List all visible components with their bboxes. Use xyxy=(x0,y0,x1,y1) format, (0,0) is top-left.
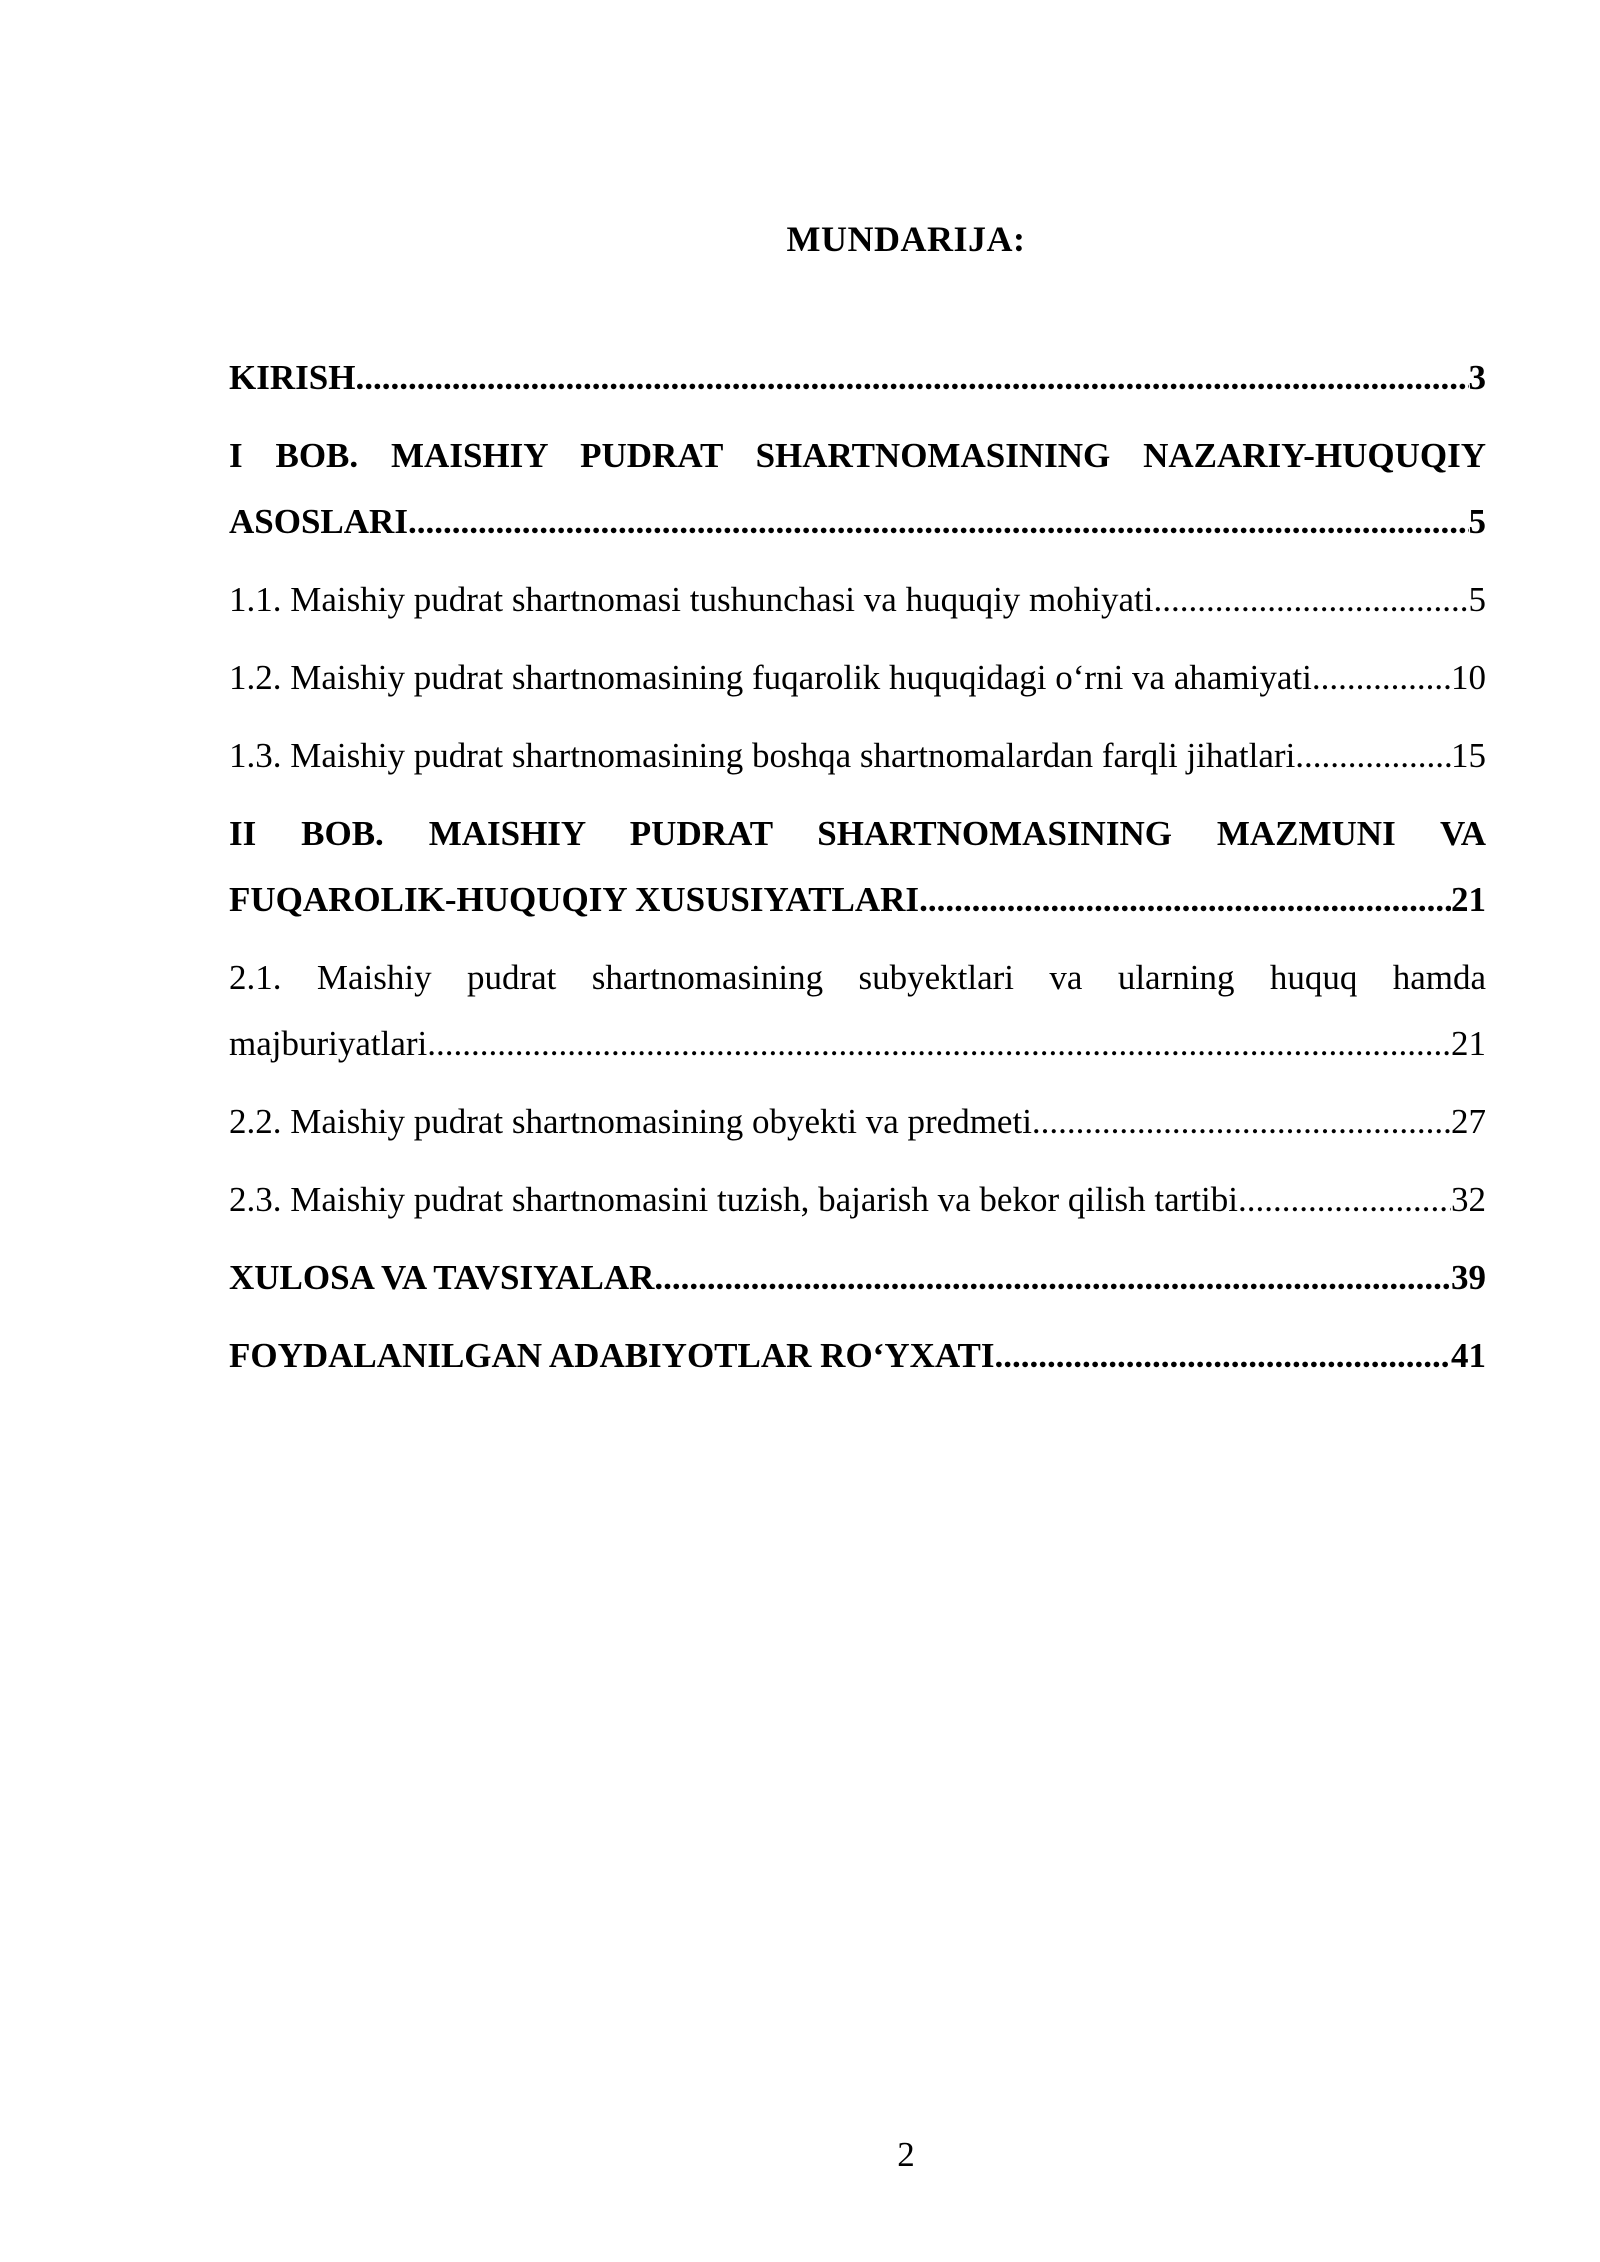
toc-entry-title: KIRISH xyxy=(229,358,356,397)
toc-page-number: 27 xyxy=(1451,1102,1486,1141)
toc-leader-dots xyxy=(355,345,1468,411)
toc-leader-dots xyxy=(919,867,1451,933)
toc-page-number: 5 xyxy=(1468,580,1486,619)
toc-leader-dots xyxy=(654,1245,1451,1311)
page-number-footer: 2 xyxy=(897,2135,915,2174)
toc-entry-section-2-1[interactable] xyxy=(229,945,1486,1077)
page-title: MUNDARIJA: xyxy=(786,219,1026,259)
toc-entry-section-1-3[interactable] xyxy=(229,723,1486,789)
toc-entry-section-1-1[interactable] xyxy=(229,567,1486,633)
toc-page-number: 39 xyxy=(1451,1258,1486,1297)
toc-page-number: 3 xyxy=(1468,358,1486,397)
toc-entry-section-2-2[interactable] xyxy=(229,1089,1486,1155)
toc-leader-dots xyxy=(1295,723,1451,789)
toc-page-number: 10 xyxy=(1451,658,1486,697)
toc-leader-dots xyxy=(408,489,1469,555)
toc-leader-dots xyxy=(1032,1089,1451,1155)
toc-entry-title: ASOSLARI xyxy=(229,502,408,541)
toc-entry-line xyxy=(229,567,1486,633)
toc-page-number: 15 xyxy=(1451,736,1486,775)
toc-entry-title: FOYDALANILGAN ADABIYOTLAR RO‘YXATI xyxy=(229,1336,995,1375)
toc-entry-title-first-line: 2.1. Maishiy pudrat shartnomasining subyektlari va ularning huquq hamda xyxy=(229,958,1486,997)
toc-leader-dots xyxy=(1153,567,1468,633)
toc-leader-dots xyxy=(1238,1167,1451,1233)
toc-page-number: 41 xyxy=(1451,1336,1486,1375)
toc-entry-line xyxy=(229,1323,1486,1389)
toc-entry-title: XULOSA VA TAVSIYALAR xyxy=(229,1258,655,1297)
toc-entry-line xyxy=(229,1011,1486,1077)
toc-entry-line xyxy=(229,489,1486,555)
toc-entry-title: 1.1. Maishiy pudrat shartnomasi tushunchasi va huquqiy mohiyati xyxy=(229,580,1154,619)
toc-leader-dots xyxy=(427,1011,1451,1077)
toc-entry-section-2-3[interactable] xyxy=(229,1167,1486,1233)
toc-entry-title: 2.3. Maishiy pudrat shartnomasini tuzish, bajarish va bekor qilish tartibi xyxy=(229,1180,1239,1219)
toc-entry-line xyxy=(229,1089,1486,1155)
toc-entry-line xyxy=(229,645,1486,711)
toc-entry-conclusion[interactable] xyxy=(229,1245,1486,1311)
toc-entry-title-first-line: I BOB. MAISHIY PUDRAT SHARTNOMASINING NAZARIY-HUQUQIY xyxy=(229,436,1486,475)
toc-entry-line xyxy=(229,723,1486,789)
toc-entry-line xyxy=(229,345,1486,411)
toc-entry-title: 1.3. Maishiy pudrat shartnomasining boshqa shartnomalardan farqli jihatlari xyxy=(229,736,1296,775)
toc-entry-bibliography[interactable] xyxy=(229,1323,1486,1389)
toc-page-number: 5 xyxy=(1468,502,1486,541)
toc-page-number: 21 xyxy=(1451,880,1486,919)
toc-entry-title: 2.2. Maishiy pudrat shartnomasining obyekti va predmeti xyxy=(229,1102,1032,1141)
toc-entry-chapter-2[interactable] xyxy=(229,801,1486,933)
toc-page-number: 21 xyxy=(1451,1024,1486,1063)
toc-entry-chapter-1[interactable] xyxy=(229,423,1486,555)
toc-entry-line xyxy=(229,1245,1486,1311)
toc-entry-title-first-line: II BOB. MAISHIY PUDRAT SHARTNOMASINING MAZMUNI VA xyxy=(229,814,1486,853)
toc-page-number: 32 xyxy=(1451,1180,1486,1219)
toc-entry-kirish[interactable] xyxy=(229,345,1486,411)
toc-entry-title: 1.2. Maishiy pudrat shartnomasining fuqarolik huquqidagi o‘rni va ahamiyati xyxy=(229,658,1312,697)
toc-entry-title: majburiyatlari xyxy=(229,1024,428,1063)
toc-leader-dots xyxy=(1312,645,1451,711)
table-of-contents xyxy=(229,345,1486,1401)
toc-entry-line xyxy=(229,867,1486,933)
toc-entry-section-1-2[interactable] xyxy=(229,645,1486,711)
toc-entry-title: FUQAROLIK-HUQUQIY XUSUSIYATLARI xyxy=(229,880,920,919)
toc-entry-line xyxy=(229,1167,1486,1233)
toc-leader-dots xyxy=(995,1323,1451,1389)
